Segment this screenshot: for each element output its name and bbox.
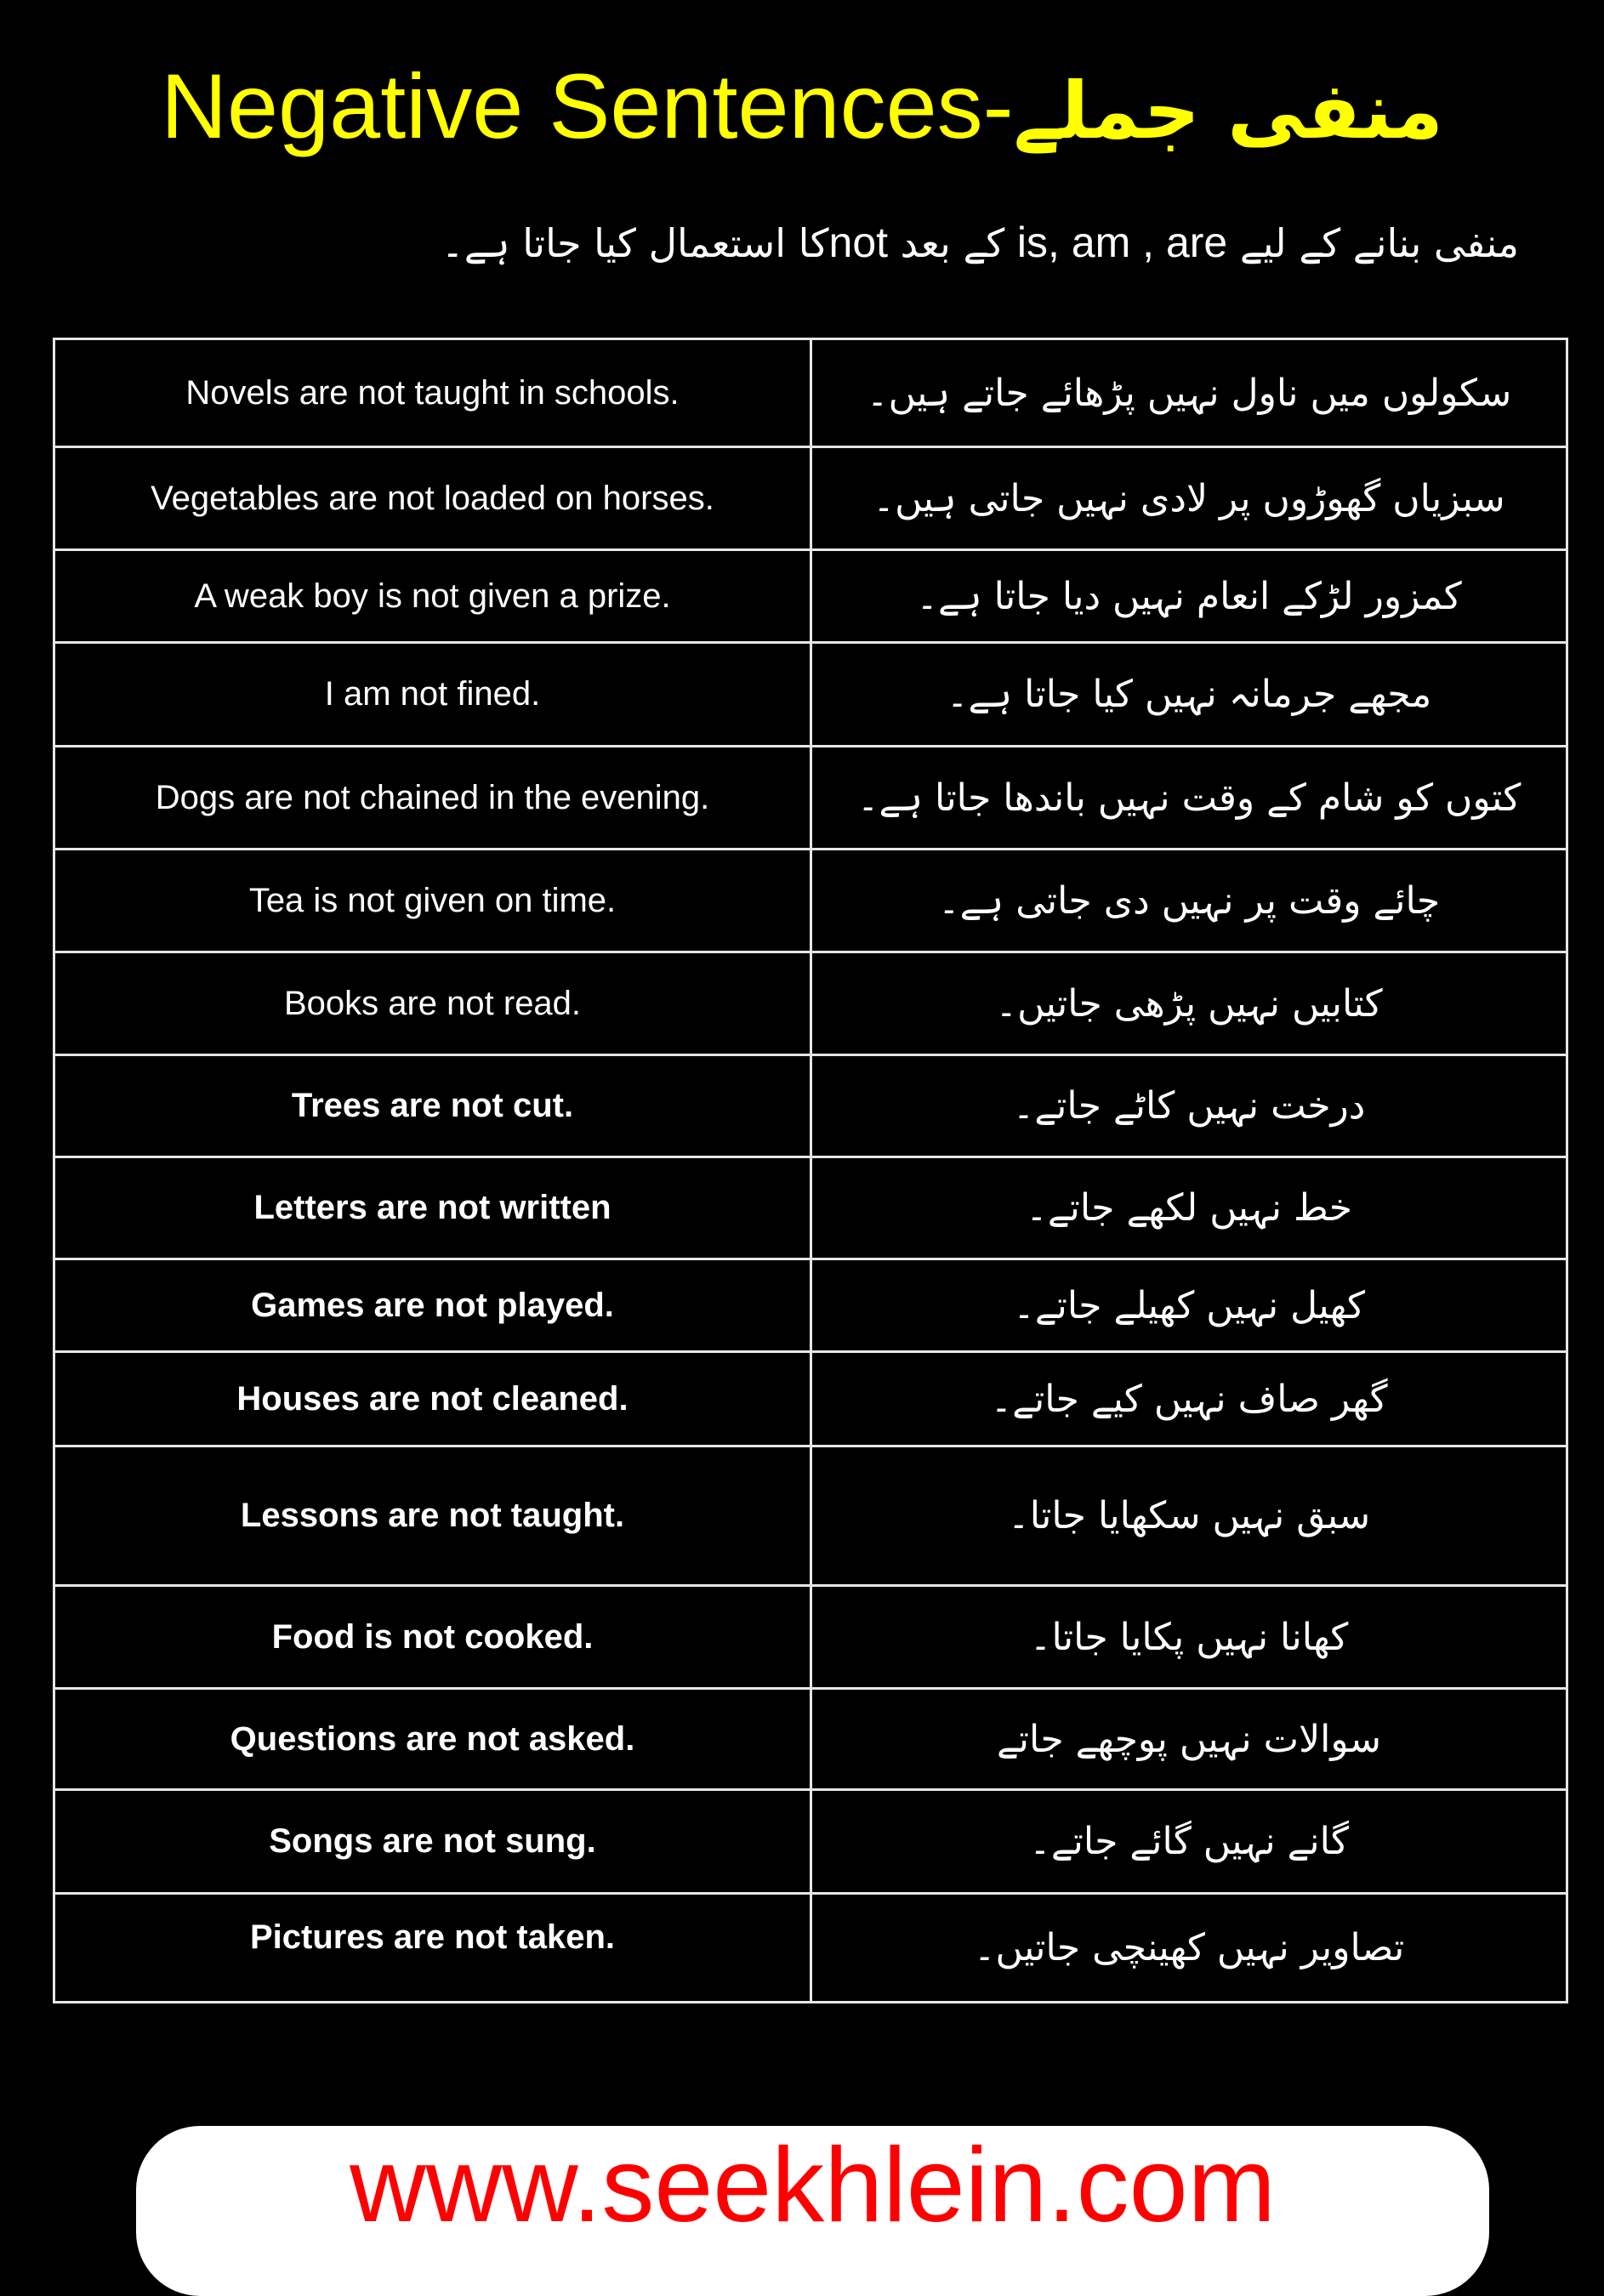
english-sentence: Houses are not cleaned.	[54, 1352, 811, 1446]
table-row	[54, 850, 1567, 952]
urdu-translation: چائے وقت پر نہیں دی جاتی ہے۔	[811, 850, 1567, 952]
table-row	[54, 1586, 1567, 1689]
urdu-translation: گانے نہیں گائے جاتے۔	[811, 1790, 1567, 1894]
rule-not: not	[828, 219, 889, 266]
english-sentence: Pictures are not taken.	[54, 1894, 811, 2003]
urdu-translation: سوالات نہیں پوچھے جاتے	[811, 1689, 1567, 1790]
urdu-translation: کھیل نہیں کھیلے جاتے۔	[811, 1259, 1567, 1352]
english-sentence: Food is not cooked.	[54, 1586, 811, 1689]
website-url[interactable]: www.seekhlein.com	[350, 2127, 1276, 2244]
urdu-translation: سبزیاں گھوڑوں پر لادی نہیں جاتی ہیں۔	[811, 447, 1567, 550]
rule-verbs: is, am , are	[1016, 219, 1228, 266]
english-sentence: A weak boy is not given a prize.	[54, 550, 811, 643]
urdu-translation: سبق نہیں سکھایا جاتا۔	[811, 1446, 1567, 1586]
urdu-translation: درخت نہیں کاٹے جاتے۔	[811, 1055, 1567, 1157]
table-row	[54, 952, 1567, 1055]
table-row	[54, 1055, 1567, 1157]
english-sentence: Trees are not cut.	[54, 1055, 811, 1157]
table-row	[54, 643, 1567, 747]
english-sentence: Lessons are not taught.	[54, 1446, 811, 1586]
urdu-translation: کتوں کو شام کے وقت نہیں باندھا جاتا ہے۔	[811, 747, 1567, 850]
urdu-translation: تصاویر نہیں کھینچی جاتیں۔	[811, 1894, 1567, 2003]
urdu-translation: خط نہیں لکھے جاتے۔	[811, 1157, 1567, 1259]
english-sentence: Novels are not taught in schools.	[54, 339, 811, 447]
rule-part1: منفی بنانے کے لیے	[1227, 220, 1519, 266]
urdu-translation: کھانا نہیں پکایا جاتا۔	[811, 1586, 1567, 1689]
english-sentence: Tea is not given on time.	[54, 850, 811, 952]
table-row	[54, 550, 1567, 643]
urdu-translation: کمزور لڑکے انعام نہیں دیا جاتا ہے۔	[811, 550, 1567, 643]
rule-description	[441, 208, 1519, 277]
english-sentence: Songs are not sung.	[54, 1790, 811, 1894]
table-row	[54, 1157, 1567, 1259]
urdu-translation: سکولوں میں ناول نہیں پڑھائے جاتے ہیں۔	[811, 339, 1567, 447]
table-row	[54, 1446, 1567, 1586]
urdu-translation: گھر صاف نہیں کیے جاتے۔	[811, 1352, 1567, 1446]
rule-part3: کا استعمال کیا جاتا ہے۔	[441, 220, 829, 266]
table-row	[54, 447, 1567, 550]
table-row	[54, 1259, 1567, 1352]
website-banner	[136, 2126, 1489, 2296]
english-sentence: Letters are not written	[54, 1157, 811, 1259]
table-row	[54, 1790, 1567, 1894]
sentences-table	[53, 338, 1568, 2003]
rule-part2: کے بعد	[888, 220, 1017, 266]
english-sentence: I am not fined.	[54, 643, 811, 747]
english-sentence: Dogs are not chained in the evening.	[54, 747, 811, 850]
table-row	[54, 1894, 1567, 2003]
urdu-translation: مجھے جرمانہ نہیں کیا جاتا ہے۔	[811, 643, 1567, 747]
english-sentence: Questions are not asked.	[54, 1689, 811, 1790]
title-urdu: منفی جملے	[1013, 65, 1443, 156]
table-row	[54, 747, 1567, 850]
table-row	[54, 1689, 1567, 1790]
title-english: Negative Sentences-	[161, 54, 1014, 157]
table-row	[54, 1352, 1567, 1446]
page-title	[0, 43, 1604, 175]
urdu-translation: کتابیں نہیں پڑھی جاتیں۔	[811, 952, 1567, 1055]
english-sentence: Vegetables are not loaded on horses.	[54, 447, 811, 550]
english-sentence: Books are not read.	[54, 952, 811, 1055]
english-sentence: Games are not played.	[54, 1259, 811, 1352]
table-row	[54, 339, 1567, 447]
